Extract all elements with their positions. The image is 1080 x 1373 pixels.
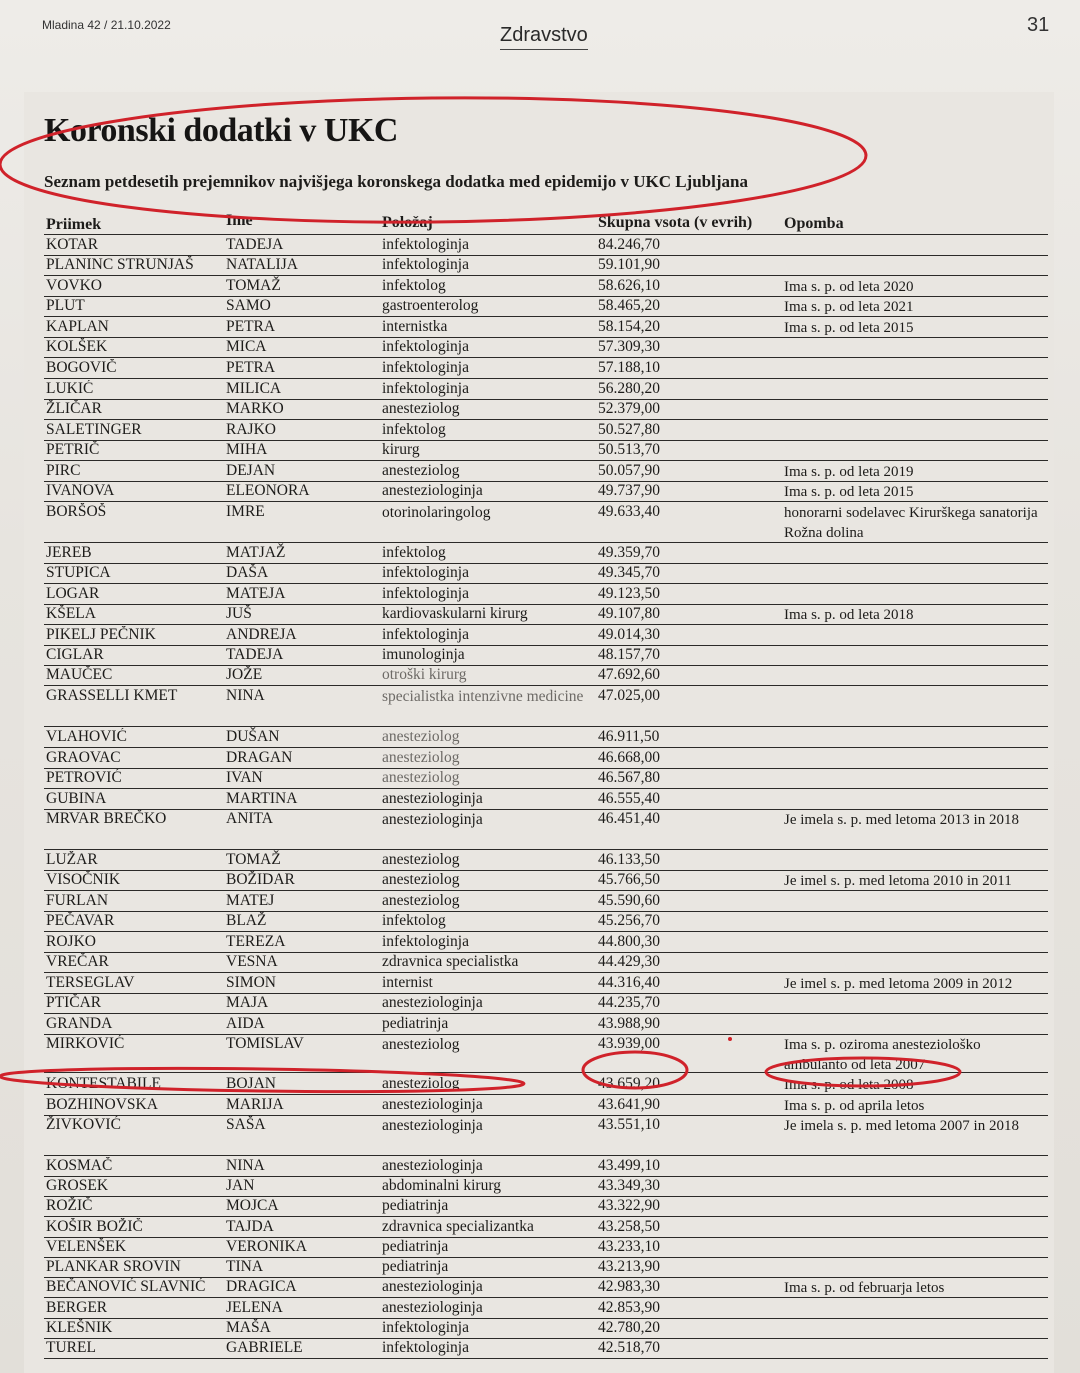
cell-note: Ima s. p. oziroma anesteziološko ambulanto od leta 2007 bbox=[784, 1037, 981, 1073]
cell-note: Je imela s. p. med letoma 2007 in 2018 bbox=[784, 1118, 1019, 1134]
cell-sum: 58.626,10 bbox=[598, 277, 660, 294]
cell-name: GABRIELE bbox=[226, 1339, 303, 1356]
cell-surname: BOZHINOVSKA bbox=[46, 1096, 158, 1113]
cell-surname: KAPLAN bbox=[46, 318, 109, 335]
row-rule bbox=[44, 1094, 1048, 1095]
row-rule bbox=[44, 419, 1048, 420]
cell-name: MATEJ bbox=[226, 892, 275, 909]
cell-sum: 46.911,50 bbox=[598, 728, 660, 745]
cell-name: JAN bbox=[226, 1177, 255, 1194]
row-rule bbox=[44, 685, 1048, 686]
cell-note: Je imel s. p. med letoma 2009 in 2012 bbox=[784, 976, 1013, 992]
cell-position: infektolog bbox=[382, 421, 446, 438]
cell-name: TOMAŽ bbox=[226, 277, 281, 294]
cell-name: MILICA bbox=[226, 380, 282, 397]
cell-sum: 50.057,90 bbox=[598, 462, 660, 479]
article-subtitle: Seznam petdesetih prejemnikov najvišjega koronskega dodatka med epidemijo v UKC Ljubljana bbox=[44, 172, 748, 191]
cell-sum: 43.939,00 bbox=[598, 1035, 660, 1052]
cell-name: MOJCA bbox=[226, 1197, 279, 1214]
cell-sum: 49.633,40 bbox=[598, 503, 660, 520]
cell-sum: 43.322,90 bbox=[598, 1197, 660, 1214]
cell-surname: VREČAR bbox=[46, 953, 109, 970]
row-rule bbox=[44, 316, 1048, 317]
cell-name: NINA bbox=[226, 1157, 265, 1174]
cell-surname: LOGAR bbox=[46, 585, 100, 602]
cell-surname: PLANKAR SROVIN bbox=[46, 1258, 181, 1275]
cell-position: zdravnica specializantka bbox=[382, 1218, 534, 1235]
cell-surname: MAUČEC bbox=[46, 666, 113, 683]
cell-sum: 44.235,70 bbox=[598, 994, 660, 1011]
cell-surname: KŠELA bbox=[46, 605, 96, 622]
cell-position: anesteziologinja bbox=[382, 1117, 483, 1134]
cell-surname: GRASSELLI KMET bbox=[46, 687, 178, 704]
cell-surname: KONTESTABILE bbox=[46, 1075, 161, 1092]
cell-surname: FURLAN bbox=[46, 892, 109, 909]
cell-position: imunologinja bbox=[382, 646, 465, 663]
cell-position: kirurg bbox=[382, 441, 420, 458]
cell-surname: PETROVIĆ bbox=[46, 769, 122, 786]
cell-name: TEREZA bbox=[226, 933, 286, 950]
cell-position: internistka bbox=[382, 318, 448, 335]
cell-sum: 44.429,30 bbox=[598, 953, 660, 970]
cell-surname: ŽLIČAR bbox=[46, 400, 102, 417]
cell-name: MAJA bbox=[226, 994, 269, 1011]
cell-sum: 50.513,70 bbox=[598, 441, 660, 458]
cell-surname: IVANOVA bbox=[46, 482, 115, 499]
cell-position: gastroenterolog bbox=[382, 297, 479, 314]
row-rule bbox=[44, 890, 1048, 891]
cell-name: DAŠA bbox=[226, 564, 269, 581]
cell-surname: GRANDA bbox=[46, 1015, 113, 1032]
cell-sum: 57.309,30 bbox=[598, 338, 660, 355]
cell-sum: 43.233,10 bbox=[598, 1238, 660, 1255]
cell-name: NINA bbox=[226, 687, 265, 704]
cell-sum: 42.983,30 bbox=[598, 1278, 660, 1295]
cell-sum: 49.107,80 bbox=[598, 605, 660, 622]
cell-name: AIDA bbox=[226, 1015, 265, 1032]
row-rule bbox=[44, 542, 1048, 543]
cell-surname: TERSEGLAV bbox=[46, 974, 135, 991]
cell-position: infektologinja bbox=[382, 380, 469, 397]
cell-surname: KOLŠEK bbox=[46, 338, 108, 355]
cell-name: PETRA bbox=[226, 318, 276, 335]
row-rule bbox=[44, 1155, 1048, 1156]
cell-sum: 49.359,70 bbox=[598, 544, 660, 561]
row-rule bbox=[44, 726, 1048, 727]
cell-surname: BERGER bbox=[46, 1299, 108, 1316]
cell-position: anesteziolog bbox=[382, 769, 460, 786]
cell-note: Ima s. p. od februarja letos bbox=[784, 1280, 945, 1296]
cell-position: anesteziologinja bbox=[382, 994, 483, 1011]
cell-surname: VOVKO bbox=[46, 277, 102, 294]
cell-sum: 44.316,40 bbox=[598, 974, 660, 991]
cell-position: infektologinja bbox=[382, 933, 469, 950]
cell-sum: 43.551,10 bbox=[598, 1116, 660, 1133]
row-rule bbox=[44, 357, 1048, 358]
cell-surname: KOŠIR BOŽIČ bbox=[46, 1218, 143, 1235]
cell-sum: 42.780,20 bbox=[598, 1319, 660, 1336]
cell-surname: GRAOVAC bbox=[46, 749, 121, 766]
cell-sum: 47.692,60 bbox=[598, 666, 660, 683]
row-rule bbox=[44, 1358, 1048, 1359]
cell-position: anesteziolog bbox=[382, 1036, 460, 1053]
row-rule bbox=[44, 747, 1048, 748]
cell-sum: 43.988,90 bbox=[598, 1015, 660, 1032]
cell-sum: 43.641,90 bbox=[598, 1096, 660, 1113]
cell-note: Ima s. p. od leta 2021 bbox=[784, 299, 914, 315]
row-rule bbox=[44, 275, 1048, 276]
cell-sum: 47.025,00 bbox=[598, 687, 660, 704]
cell-surname: GUBINA bbox=[46, 790, 107, 807]
cell-position: infektolog bbox=[382, 277, 446, 294]
cell-sum: 49.345,70 bbox=[598, 564, 660, 581]
row-rule bbox=[44, 501, 1048, 502]
cell-position: infektologinja bbox=[382, 1339, 469, 1356]
cell-sum: 58.465,20 bbox=[598, 297, 660, 314]
cell-sum: 46.555,40 bbox=[598, 790, 660, 807]
cell-position: pediatrinja bbox=[382, 1258, 449, 1275]
cell-position: infektologinja bbox=[382, 256, 469, 273]
cell-sum: 43.499,10 bbox=[598, 1157, 660, 1174]
header-rule bbox=[44, 234, 1048, 235]
column-header-name: Ime bbox=[226, 212, 253, 229]
column-header-note: Opomba bbox=[784, 215, 844, 232]
row-rule bbox=[44, 1216, 1048, 1217]
cell-name: ELEONORA bbox=[226, 482, 310, 499]
cell-sum: 59.101,90 bbox=[598, 256, 660, 273]
cell-position: anesteziolog bbox=[382, 871, 460, 888]
cell-position: infektologinja bbox=[382, 338, 469, 355]
cell-name: PETRA bbox=[226, 359, 276, 376]
cell-note: Ima s. p. od leta 2019 bbox=[784, 464, 914, 480]
cell-name: BLAŽ bbox=[226, 912, 267, 929]
cell-name: VESNA bbox=[226, 953, 278, 970]
cell-note: Ima s. p. od leta 2020 bbox=[784, 279, 914, 295]
row-rule bbox=[44, 460, 1048, 461]
cell-surname: KOTAR bbox=[46, 236, 99, 253]
cell-sum: 49.737,90 bbox=[598, 482, 660, 499]
cell-position: infektologinja bbox=[382, 564, 469, 581]
cell-surname: TUREL bbox=[46, 1339, 96, 1356]
cell-sum: 43.258,50 bbox=[598, 1218, 660, 1235]
cell-sum: 84.246,70 bbox=[598, 236, 660, 253]
cell-name: SAŠA bbox=[226, 1116, 266, 1133]
cell-sum: 49.123,50 bbox=[598, 585, 660, 602]
cell-name: SIMON bbox=[226, 974, 276, 991]
row-rule bbox=[44, 849, 1048, 850]
cell-name: BOŽIDAR bbox=[226, 871, 295, 888]
row-rule bbox=[44, 583, 1048, 584]
cell-name: MIHA bbox=[226, 441, 268, 458]
cell-position: infektologinja bbox=[382, 236, 469, 253]
cell-sum: 57.188,10 bbox=[598, 359, 660, 376]
cell-sum: 42.518,70 bbox=[598, 1339, 660, 1356]
cell-surname: LUŽAR bbox=[46, 851, 98, 868]
cell-surname: LUKIĆ bbox=[46, 380, 94, 397]
cell-name: TAJDA bbox=[226, 1218, 274, 1235]
cell-name: JUŠ bbox=[226, 605, 252, 622]
cell-surname: BEČANOVIĆ SLAVNIĆ bbox=[46, 1278, 206, 1295]
article-title: Koronski dodatki v UKC bbox=[44, 112, 398, 149]
cell-position: anesteziolog bbox=[382, 400, 460, 417]
row-rule bbox=[44, 972, 1048, 973]
cell-name: TOMAŽ bbox=[226, 851, 281, 868]
cell-surname: PETRIČ bbox=[46, 441, 100, 458]
row-rule bbox=[44, 624, 1048, 625]
cell-position: infektologinja bbox=[382, 585, 469, 602]
cell-position: otroški kirurg bbox=[382, 666, 467, 683]
cell-name: DEJAN bbox=[226, 462, 276, 479]
cell-note: Je imela s. p. med letoma 2013 in 2018 bbox=[784, 812, 1019, 828]
cell-sum: 46.567,80 bbox=[598, 769, 660, 786]
cell-position: anesteziologinja bbox=[382, 1299, 483, 1316]
cell-name: MAŠA bbox=[226, 1319, 271, 1336]
cell-surname: PLANINC STRUNJAŠ bbox=[46, 256, 194, 273]
cell-position: infektologinja bbox=[382, 1319, 469, 1336]
cell-sum: 45.590,60 bbox=[598, 892, 660, 909]
cell-position: specialistka intenzivne medicine bbox=[382, 688, 584, 705]
column-header-surname: Priimek bbox=[46, 216, 102, 233]
row-rule bbox=[44, 1297, 1048, 1298]
cell-note: honorarni sodelavec Kirurškega sanatorija Rožna dolina bbox=[784, 505, 1038, 541]
cell-name: IVAN bbox=[226, 769, 263, 786]
cell-position: abdominalni kirurg bbox=[382, 1177, 501, 1194]
column-header-sum: Skupna vsota (v evrih) bbox=[598, 214, 753, 231]
cell-position: anesteziologinja bbox=[382, 482, 483, 499]
cell-surname: JEREB bbox=[46, 544, 92, 561]
page-number: 31 bbox=[1027, 14, 1050, 36]
cell-name: JELENA bbox=[226, 1299, 283, 1316]
cell-name: DUŠAN bbox=[226, 728, 280, 745]
cell-sum: 45.766,50 bbox=[598, 871, 660, 888]
cell-position: anesteziologinja bbox=[382, 1157, 483, 1174]
cell-surname: GROSEK bbox=[46, 1177, 109, 1194]
cell-name: VERONIKA bbox=[226, 1238, 307, 1255]
cell-note: Ima s. p. od leta 2015 bbox=[784, 484, 914, 500]
cell-position: anesteziolog bbox=[382, 1075, 460, 1092]
row-rule bbox=[44, 1013, 1048, 1014]
cell-position: infektolog bbox=[382, 544, 446, 561]
cell-position: kardiovaskularni kirurg bbox=[382, 605, 528, 622]
cell-name: MATEJA bbox=[226, 585, 286, 602]
cell-position: anesteziolog bbox=[382, 851, 460, 868]
cell-position: anesteziolog bbox=[382, 892, 460, 909]
cell-name: IMRE bbox=[226, 503, 265, 520]
cell-surname: PIRC bbox=[46, 462, 81, 479]
cell-position: anesteziolog bbox=[382, 749, 460, 766]
cell-position: anesteziolog bbox=[382, 462, 460, 479]
cell-note: Ima s. p. od leta 2015 bbox=[784, 320, 914, 336]
cell-sum: 56.280,20 bbox=[598, 380, 660, 397]
cell-position: anesteziolog bbox=[382, 728, 460, 745]
cell-name: TADEJA bbox=[226, 646, 284, 663]
cell-name: DRAGICA bbox=[226, 1278, 297, 1295]
cell-sum: 46.451,40 bbox=[598, 810, 660, 827]
cell-position: anesteziologinja bbox=[382, 1278, 483, 1295]
cell-sum: 50.527,80 bbox=[598, 421, 660, 438]
cell-sum: 43.213,90 bbox=[598, 1258, 660, 1275]
cell-name: ANITA bbox=[226, 810, 273, 827]
cell-surname: CIGLAR bbox=[46, 646, 104, 663]
cell-note: Ima s. p. od leta 2008 bbox=[784, 1077, 914, 1093]
cell-surname: PTIČAR bbox=[46, 994, 102, 1011]
cell-position: internist bbox=[382, 974, 433, 991]
cell-surname: ROŽIČ bbox=[46, 1197, 93, 1214]
cell-surname: BORŠOŠ bbox=[46, 503, 107, 520]
cell-name: ANDREJA bbox=[226, 626, 297, 643]
cell-sum: 43.659,20 bbox=[598, 1075, 660, 1092]
cell-note: Ima s. p. od leta 2018 bbox=[784, 607, 914, 623]
cell-surname: ROJKO bbox=[46, 933, 96, 950]
cell-position: pediatrinja bbox=[382, 1238, 449, 1255]
cell-surname: VELENŠEK bbox=[46, 1238, 127, 1255]
cell-sum: 52.379,00 bbox=[598, 400, 660, 417]
cell-sum: 46.668,00 bbox=[598, 749, 660, 766]
cell-position: zdravnica specialistka bbox=[382, 953, 519, 970]
cell-position: anesteziologinja bbox=[382, 790, 483, 807]
cell-surname: PLUT bbox=[46, 297, 85, 314]
cell-position: otorinolaringolog bbox=[382, 504, 491, 521]
cell-surname: PIKELJ PEČNIK bbox=[46, 626, 156, 643]
cell-position: infektologinja bbox=[382, 359, 469, 376]
cell-position: infektologinja bbox=[382, 626, 469, 643]
cell-name: MARTINA bbox=[226, 790, 298, 807]
cell-surname: VISOČNIK bbox=[46, 871, 121, 888]
cell-name: TOMISLAV bbox=[226, 1035, 304, 1052]
cell-surname: MIRKOVIĆ bbox=[46, 1035, 125, 1052]
cell-name: TADEJA bbox=[226, 236, 284, 253]
cell-surname: KLEŠNIK bbox=[46, 1319, 113, 1336]
cell-position: anesteziologinja bbox=[382, 1096, 483, 1113]
cell-name: DRAGAN bbox=[226, 749, 293, 766]
cell-surname: STUPICA bbox=[46, 564, 111, 581]
cell-note: Ima s. p. od aprila letos bbox=[784, 1098, 925, 1114]
cell-surname: KOSMAČ bbox=[46, 1157, 113, 1174]
cell-sum: 43.349,30 bbox=[598, 1177, 660, 1194]
cell-name: MARKO bbox=[226, 400, 284, 417]
cell-name: BOJAN bbox=[226, 1075, 276, 1092]
cell-surname: ŽIVKOVIĆ bbox=[46, 1116, 121, 1133]
cell-position: pediatrinja bbox=[382, 1015, 449, 1032]
cell-sum: 44.800,30 bbox=[598, 933, 660, 950]
cell-position: anesteziologinja bbox=[382, 811, 483, 828]
cell-name: SAMO bbox=[226, 297, 271, 314]
cell-surname: SALETINGER bbox=[46, 421, 142, 438]
column-header-position: Položaj bbox=[382, 214, 433, 231]
cell-sum: 58.154,20 bbox=[598, 318, 660, 335]
cell-sum: 46.133,50 bbox=[598, 851, 660, 868]
cell-name: MATJAŽ bbox=[226, 544, 286, 561]
cell-name: RAJKO bbox=[226, 421, 276, 438]
cell-name: NATALIJA bbox=[226, 256, 298, 273]
cell-sum: 48.157,70 bbox=[598, 646, 660, 663]
row-rule bbox=[44, 378, 1048, 379]
cell-name: JOŽE bbox=[226, 666, 263, 683]
cell-surname: MRVAR BREČKO bbox=[46, 810, 167, 827]
cell-sum: 45.256,70 bbox=[598, 912, 660, 929]
cell-name: TINA bbox=[226, 1258, 264, 1275]
cell-sum: 42.853,90 bbox=[598, 1299, 660, 1316]
issue-date: Mladina 42 / 21.10.2022 bbox=[42, 18, 171, 32]
cell-name: MARIJA bbox=[226, 1096, 284, 1113]
cell-sum: 49.014,30 bbox=[598, 626, 660, 643]
row-rule bbox=[44, 1072, 1048, 1073]
cell-position: infektolog bbox=[382, 912, 446, 929]
section-title: Zdravstvo bbox=[500, 24, 588, 50]
cell-note: Je imel s. p. med letoma 2010 in 2011 bbox=[784, 873, 1012, 889]
cell-position: pediatrinja bbox=[382, 1197, 449, 1214]
row-rule bbox=[44, 931, 1048, 932]
cell-name: MICA bbox=[226, 338, 267, 355]
cell-surname: PEČAVAR bbox=[46, 912, 115, 929]
cell-surname: VLAHOVIĆ bbox=[46, 728, 127, 745]
row-rule bbox=[44, 788, 1048, 789]
cell-surname: BOGOVIČ bbox=[46, 359, 117, 376]
